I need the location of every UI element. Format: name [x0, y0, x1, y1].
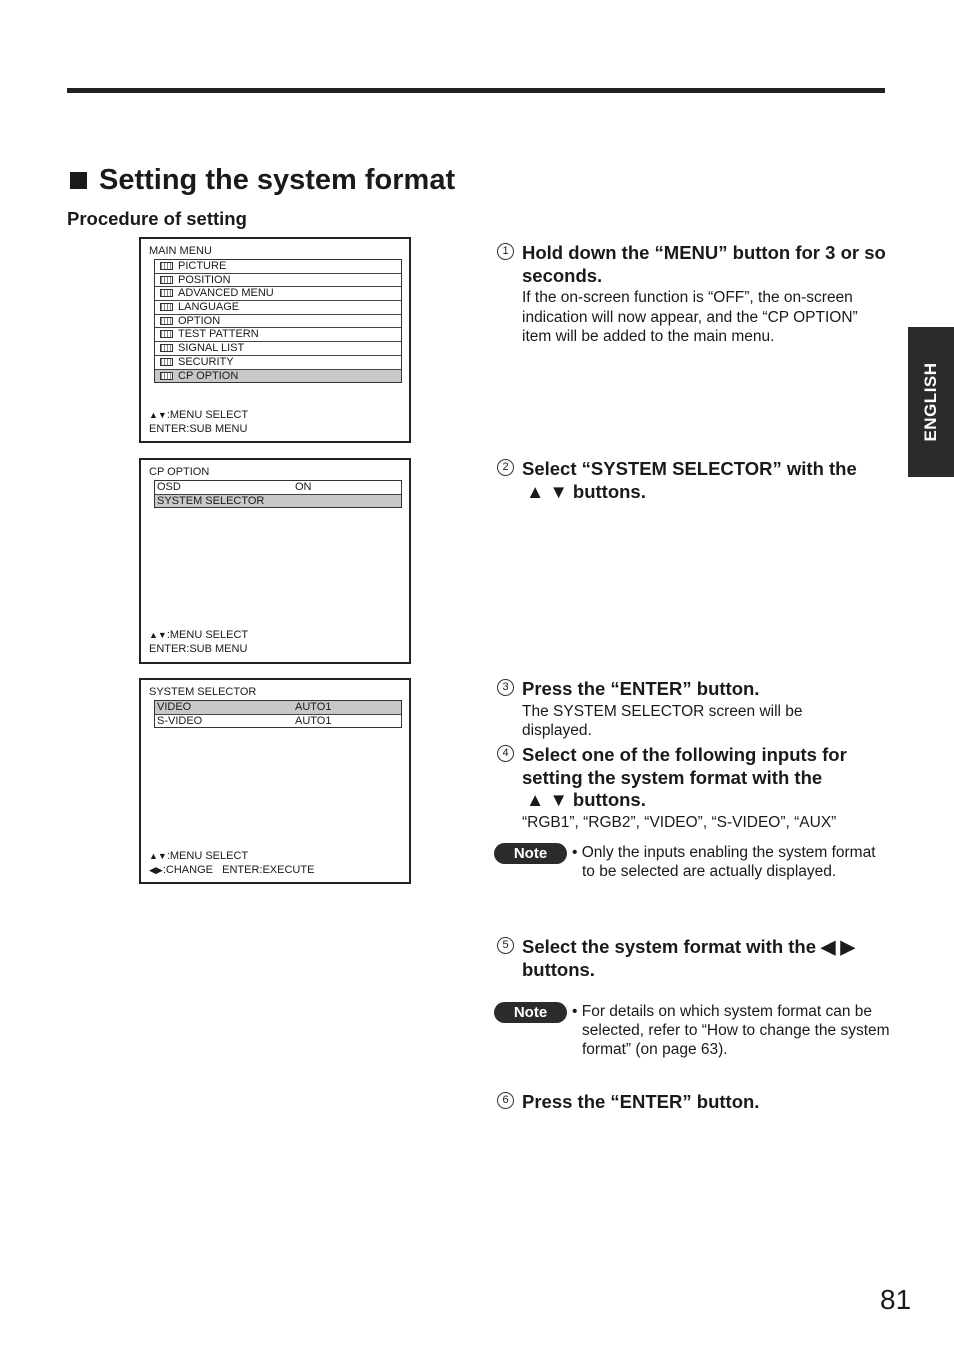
- page-title: [70, 164, 455, 197]
- footer-line-2: ENTER:SUB MENU: [149, 422, 248, 435]
- step-4: [497, 744, 887, 832]
- step-heading: Hold down the “MENU” button for 3 or so seconds.: [522, 242, 886, 286]
- step-number: 3: [497, 679, 514, 696]
- menu-item-position[interactable]: POSITION: [155, 274, 401, 288]
- menu-item-test-pattern[interactable]: TEST PATTERN: [155, 328, 401, 342]
- up-down-arrow-icon: ▲▼: [149, 851, 167, 861]
- menu-item-osd[interactable]: OSD ON: [155, 481, 401, 495]
- step-body: If the on-screen function is “OFF”, the on-screen indication will now appear, and the “CP OPTION” item will be added to the main menu.: [522, 289, 858, 345]
- note-text: • For details on which system format can be selected, refer to “How to change the system format” (on page 63).: [572, 1003, 890, 1059]
- step-heading: Select one of the following inputs for setting the system format with the ▲ ▼ buttons.: [522, 744, 847, 810]
- step-1: [497, 242, 887, 347]
- step-heading: Press the “ENTER” button.: [522, 1091, 760, 1112]
- footer-line-1: ▲▼:MENU SELECT: [149, 409, 249, 421]
- system-selector-screen: [139, 678, 411, 884]
- position-icon: [160, 276, 173, 284]
- picture-icon: [160, 262, 173, 270]
- menu-item-advanced-menu[interactable]: ADVANCED MENU: [155, 287, 401, 301]
- step-number: 1: [497, 243, 514, 260]
- step-body: The SYSTEM SELECTOR screen will be displayed.: [522, 702, 803, 739]
- page-number: 81: [880, 1284, 912, 1315]
- menu-item-option[interactable]: OPTION: [155, 315, 401, 329]
- step-5: [497, 936, 887, 981]
- screen-title: CP OPTION: [149, 466, 210, 478]
- cp-option-list: [154, 480, 402, 508]
- signal-list-icon: [160, 344, 173, 352]
- main-menu-screen: [139, 237, 411, 443]
- step-number: 4: [497, 745, 514, 762]
- step-6: [497, 1091, 887, 1114]
- option-icon: [160, 317, 173, 325]
- language-tab: [908, 327, 954, 477]
- menu-item-video[interactable]: VIDEO AUTO1: [155, 701, 401, 715]
- cp-option-screen: [139, 458, 411, 664]
- menu-item-cp-option[interactable]: CP OPTION: [155, 370, 401, 383]
- step-heading: Select “SYSTEM SELECTOR” with the ▲ ▼ buttons.: [522, 458, 857, 502]
- screen-title: MAIN MENU: [149, 245, 212, 257]
- language-tab-label: ENGLISH: [921, 362, 940, 442]
- language-icon: [160, 303, 173, 311]
- step-number: 6: [497, 1092, 514, 1109]
- menu-item-system-selector[interactable]: SYSTEM SELECTOR: [155, 495, 401, 508]
- footer-line-1: ▲▼:MENU SELECT: [149, 850, 249, 862]
- step-2: [497, 458, 887, 503]
- step-heading: Press the “ENTER” button.: [522, 678, 760, 699]
- page-title-text: Setting the system format: [99, 164, 456, 196]
- screen-footer: [149, 409, 248, 436]
- note-label: Note: [494, 843, 567, 864]
- cp-option-icon: [160, 372, 173, 380]
- step-3: [497, 678, 887, 741]
- footer-line-2: ◀▶:CHANGE ENTER:EXECUTE: [149, 863, 315, 876]
- top-rule: [67, 88, 885, 93]
- advanced-menu-icon: [160, 289, 173, 297]
- step-heading: Select the system format with the ◀ ▶ buttons.: [522, 936, 855, 980]
- screen-footer: [149, 850, 314, 877]
- menu-item-signal-list[interactable]: SIGNAL LIST: [155, 342, 401, 356]
- step-number: 2: [497, 459, 514, 476]
- note-1: [494, 843, 889, 881]
- up-down-arrow-icon: ▲▼: [149, 630, 167, 640]
- square-bullet-icon: [70, 172, 87, 189]
- step-body: “RGB1”, “RGB2”, “VIDEO”, “S-VIDEO”, “AUX”: [522, 813, 837, 831]
- section-subtitle: Procedure of setting: [67, 208, 247, 229]
- main-menu-list: [154, 259, 402, 383]
- note-label: Note: [494, 1002, 567, 1023]
- footer-line-2: ENTER:SUB MENU: [149, 642, 248, 655]
- menu-item-picture[interactable]: PICTURE: [155, 260, 401, 274]
- system-selector-list: [154, 700, 402, 728]
- menu-item-security[interactable]: SECURITY: [155, 356, 401, 370]
- left-right-arrow-icon: ◀▶: [149, 864, 163, 875]
- test-pattern-icon: [160, 330, 173, 338]
- screen-footer: [149, 629, 248, 656]
- note-2: [494, 1002, 889, 1060]
- footer-line-1: ▲▼:MENU SELECT: [149, 629, 249, 641]
- step-number: 5: [497, 937, 514, 954]
- security-icon: [160, 358, 173, 366]
- up-down-arrow-icon: ▲▼: [149, 410, 167, 420]
- menu-item-language[interactable]: LANGUAGE: [155, 301, 401, 315]
- note-text: • Only the inputs enabling the system format to be selected are actually displayed.: [572, 844, 876, 881]
- menu-item-s-video[interactable]: S-VIDEO AUTO1: [157, 714, 332, 727]
- screen-title: SYSTEM SELECTOR: [149, 686, 257, 698]
